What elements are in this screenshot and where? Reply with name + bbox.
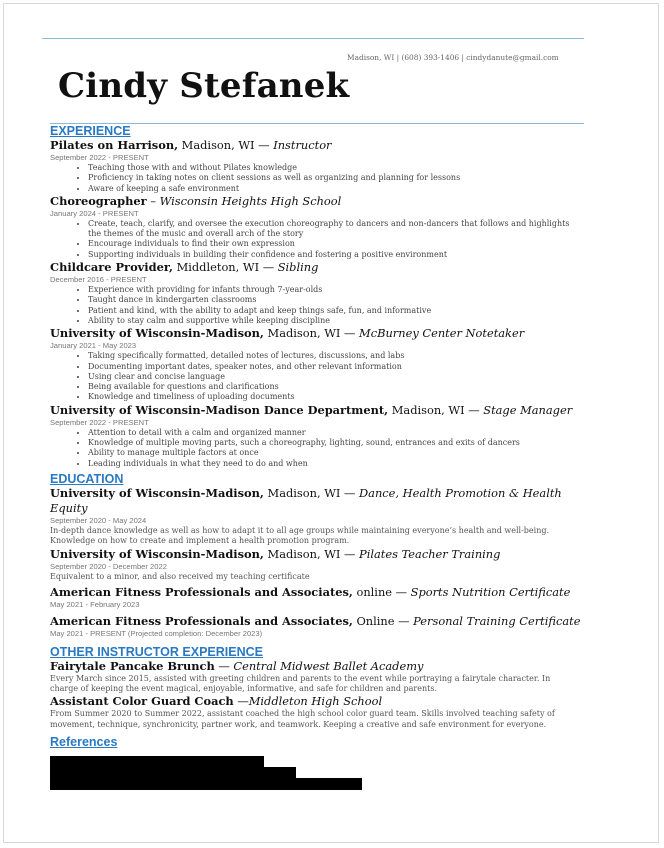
education-org: American Fitness Professionals and Associates,: [50, 613, 353, 628]
job-location: Middleton, WI —: [172, 260, 278, 275]
bullet: • Aware of keeping a safe environment: [88, 184, 570, 194]
other-description: Every March since 2015, assisted with greeting children and parents to the event while portraying a fairytale character. In charge of keeping the event magical, enjoyable, informative, and safe for children and parents.: [50, 673, 551, 694]
job-role: Stage Manager: [483, 402, 573, 417]
bullet: • Supporting individuals in building their confidence and fostering a positive environment: [88, 250, 570, 260]
other-separator: —: [214, 658, 234, 673]
education-program: Sports Nutrition Certificate: [410, 584, 571, 599]
job-date: September 2022 - PRESENT: [50, 153, 149, 162]
job-role: Sibling: [277, 260, 319, 275]
candidate-name: Cindy Stefanek: [58, 66, 350, 106]
education-entry: [50, 486, 570, 547]
other-entry: [50, 659, 570, 695]
job-title-line: [50, 326, 570, 341]
other-separator: —: [233, 694, 249, 709]
education-date: September 2020 - May 2024: [50, 515, 147, 525]
job-location: –: [146, 193, 160, 208]
job-title-line: [50, 194, 570, 209]
education-date: September 2020 - December 2022: [50, 561, 167, 571]
job-location: Madison, WI —: [388, 402, 484, 417]
bullet: • Experience with providing for infants through 7-year-olds: [88, 285, 570, 295]
bullet: • Teaching those with and without Pilates knowledge: [88, 163, 570, 173]
job-role: McBurney Center Notetaker: [359, 326, 525, 341]
education-program: Dance, Health Promotion & Health Equity: [50, 485, 562, 515]
education-heading: EDUCATION: [50, 471, 124, 486]
education-program: Personal Training Certificate: [413, 613, 581, 628]
education-location: Madison, WI —: [263, 485, 360, 500]
other-description: From Summer 2020 to Summer 2022, assistant coached the high school color guard team. Skills involved teaching safety of movement, technique, synchronicity, partner work, and teamwork. Keeping a creative and safe environment for everyone.: [50, 709, 555, 729]
other-org: Assistant Color Guard Coach: [50, 694, 234, 709]
job-entry: [50, 260, 570, 326]
resume-body: [50, 123, 581, 750]
education-entry: [50, 585, 570, 610]
job-org: Pilates on Harrison,: [50, 138, 179, 152]
bullet: • Ability to stay calm and supportive while keeping discipline: [88, 316, 570, 326]
bullet: • Knowledge and timeliness of uploading documents: [88, 392, 570, 402]
bullet: • Using clear and concise language: [88, 372, 570, 382]
education-title-line: [50, 613, 581, 629]
job-bullets: [50, 163, 570, 194]
education-entry: [50, 613, 581, 639]
education-title-line: [50, 547, 570, 562]
job-org: University of Wisconsin-Madison Dance Department,: [50, 402, 389, 417]
job-entry: [50, 194, 570, 260]
job-location: Madison, WI —: [178, 138, 274, 152]
job-org: Childcare Provider,: [50, 260, 173, 275]
bullet: • Documenting important dates, speaker notes, and other relevant information: [88, 362, 570, 372]
other-org: Fairytale Pancake Brunch: [50, 658, 215, 673]
education-org: American Fitness Professionals and Associates,: [50, 584, 353, 599]
education-description: Equivalent to a minor, and also received my teaching certificate: [50, 571, 310, 581]
bullet: • Knowledge of multiple moving parts, such a choreography, lighting, sound, entrances and exits of dancers: [88, 438, 570, 448]
job-location: Madison, WI —: [263, 326, 360, 341]
job-bullets: [50, 219, 570, 260]
job-role: Instructor: [273, 138, 332, 152]
other-experience-heading: OTHER INSTRUCTOR EXPERIENCE: [50, 644, 263, 659]
bullet: • Leading individuals in what they need to do and when: [88, 459, 570, 469]
education-date: May 2021 - PRESENT (Projected completion: December 2023): [50, 628, 263, 638]
job-entry: [50, 326, 570, 402]
job-bullets: [50, 285, 570, 326]
other-role: Middleton High School: [248, 694, 383, 709]
education-org: University of Wisconsin-Madison,: [50, 546, 264, 561]
job-title-line: [50, 402, 573, 418]
contact-line: Madison, WI | (608) 393-1406 | cindydanute@gmail.com: [347, 53, 559, 62]
job-title-line: [50, 138, 570, 153]
job-date: January 2024 - PRESENT: [50, 208, 139, 218]
bullet: • Taught dance in kindergarten classrooms: [88, 295, 570, 305]
bullet: • Proficiency in taking notes on client sessions as well as organizing and planning for lessons: [88, 173, 570, 183]
bullet: • Ability to manage multiple factors at once: [88, 448, 570, 458]
other-title-line: [50, 694, 570, 709]
other-entry: [50, 694, 570, 730]
references-heading: References: [50, 735, 118, 750]
bullet: • Taking specifically formatted, detailed notes of lectures, discussions, and labs: [88, 351, 570, 361]
job-entry: [50, 138, 570, 194]
education-title-line: [50, 585, 570, 600]
bullet: • Patient and kind, with the ability to adapt and keep things safe, fun, and informative: [88, 306, 570, 316]
redaction-bar: [50, 778, 362, 790]
education-date: May 2021 - February 2023: [50, 599, 140, 609]
job-bullets: [50, 351, 570, 402]
education-title-line: [50, 486, 570, 516]
job-date: September 2022 - PRESENT: [50, 417, 149, 427]
job-role: Wisconsin Heights High School: [159, 193, 342, 208]
job-date: December 2016 - PRESENT: [50, 275, 147, 285]
job-org: University of Wisconsin-Madison,: [50, 326, 264, 341]
job-bullets: [50, 428, 570, 469]
bullet: • Being available for questions and clarifications: [88, 382, 570, 392]
education-location: Madison, WI —: [263, 546, 360, 561]
bullet: • Attention to detail with a calm and organized manner: [88, 428, 570, 438]
bullet: • Encourage individuals to find their own expression: [88, 239, 570, 249]
education-location: Online —: [352, 613, 414, 628]
job-title-line: [50, 260, 570, 275]
top-rule: [42, 38, 584, 39]
job-org: Choreographer: [50, 193, 147, 208]
job-entry: [50, 402, 573, 469]
education-entry: [50, 547, 570, 582]
education-description: In-depth dance knowledge as well as how to adapt it to all age groups while maintaining everyone’s health and well-being. Knowledge on how to create and implement a health promotion program.: [50, 525, 550, 546]
other-title-line: [50, 659, 570, 674]
other-role: Central Midwest Ballet Academy: [233, 658, 424, 673]
bullet: • Create, teach, clarify, and oversee the execution choreography to dancers and non-dancers that follows and highlights the themes of the music and overall arch of the story: [88, 219, 570, 240]
experience-heading: EXPERIENCE: [50, 124, 131, 138]
education-org: University of Wisconsin-Madison,: [50, 485, 264, 500]
education-program: Pilates Teacher Training: [359, 546, 501, 561]
job-date: January 2021 - May 2023: [50, 341, 137, 351]
education-location: online —: [352, 584, 411, 599]
